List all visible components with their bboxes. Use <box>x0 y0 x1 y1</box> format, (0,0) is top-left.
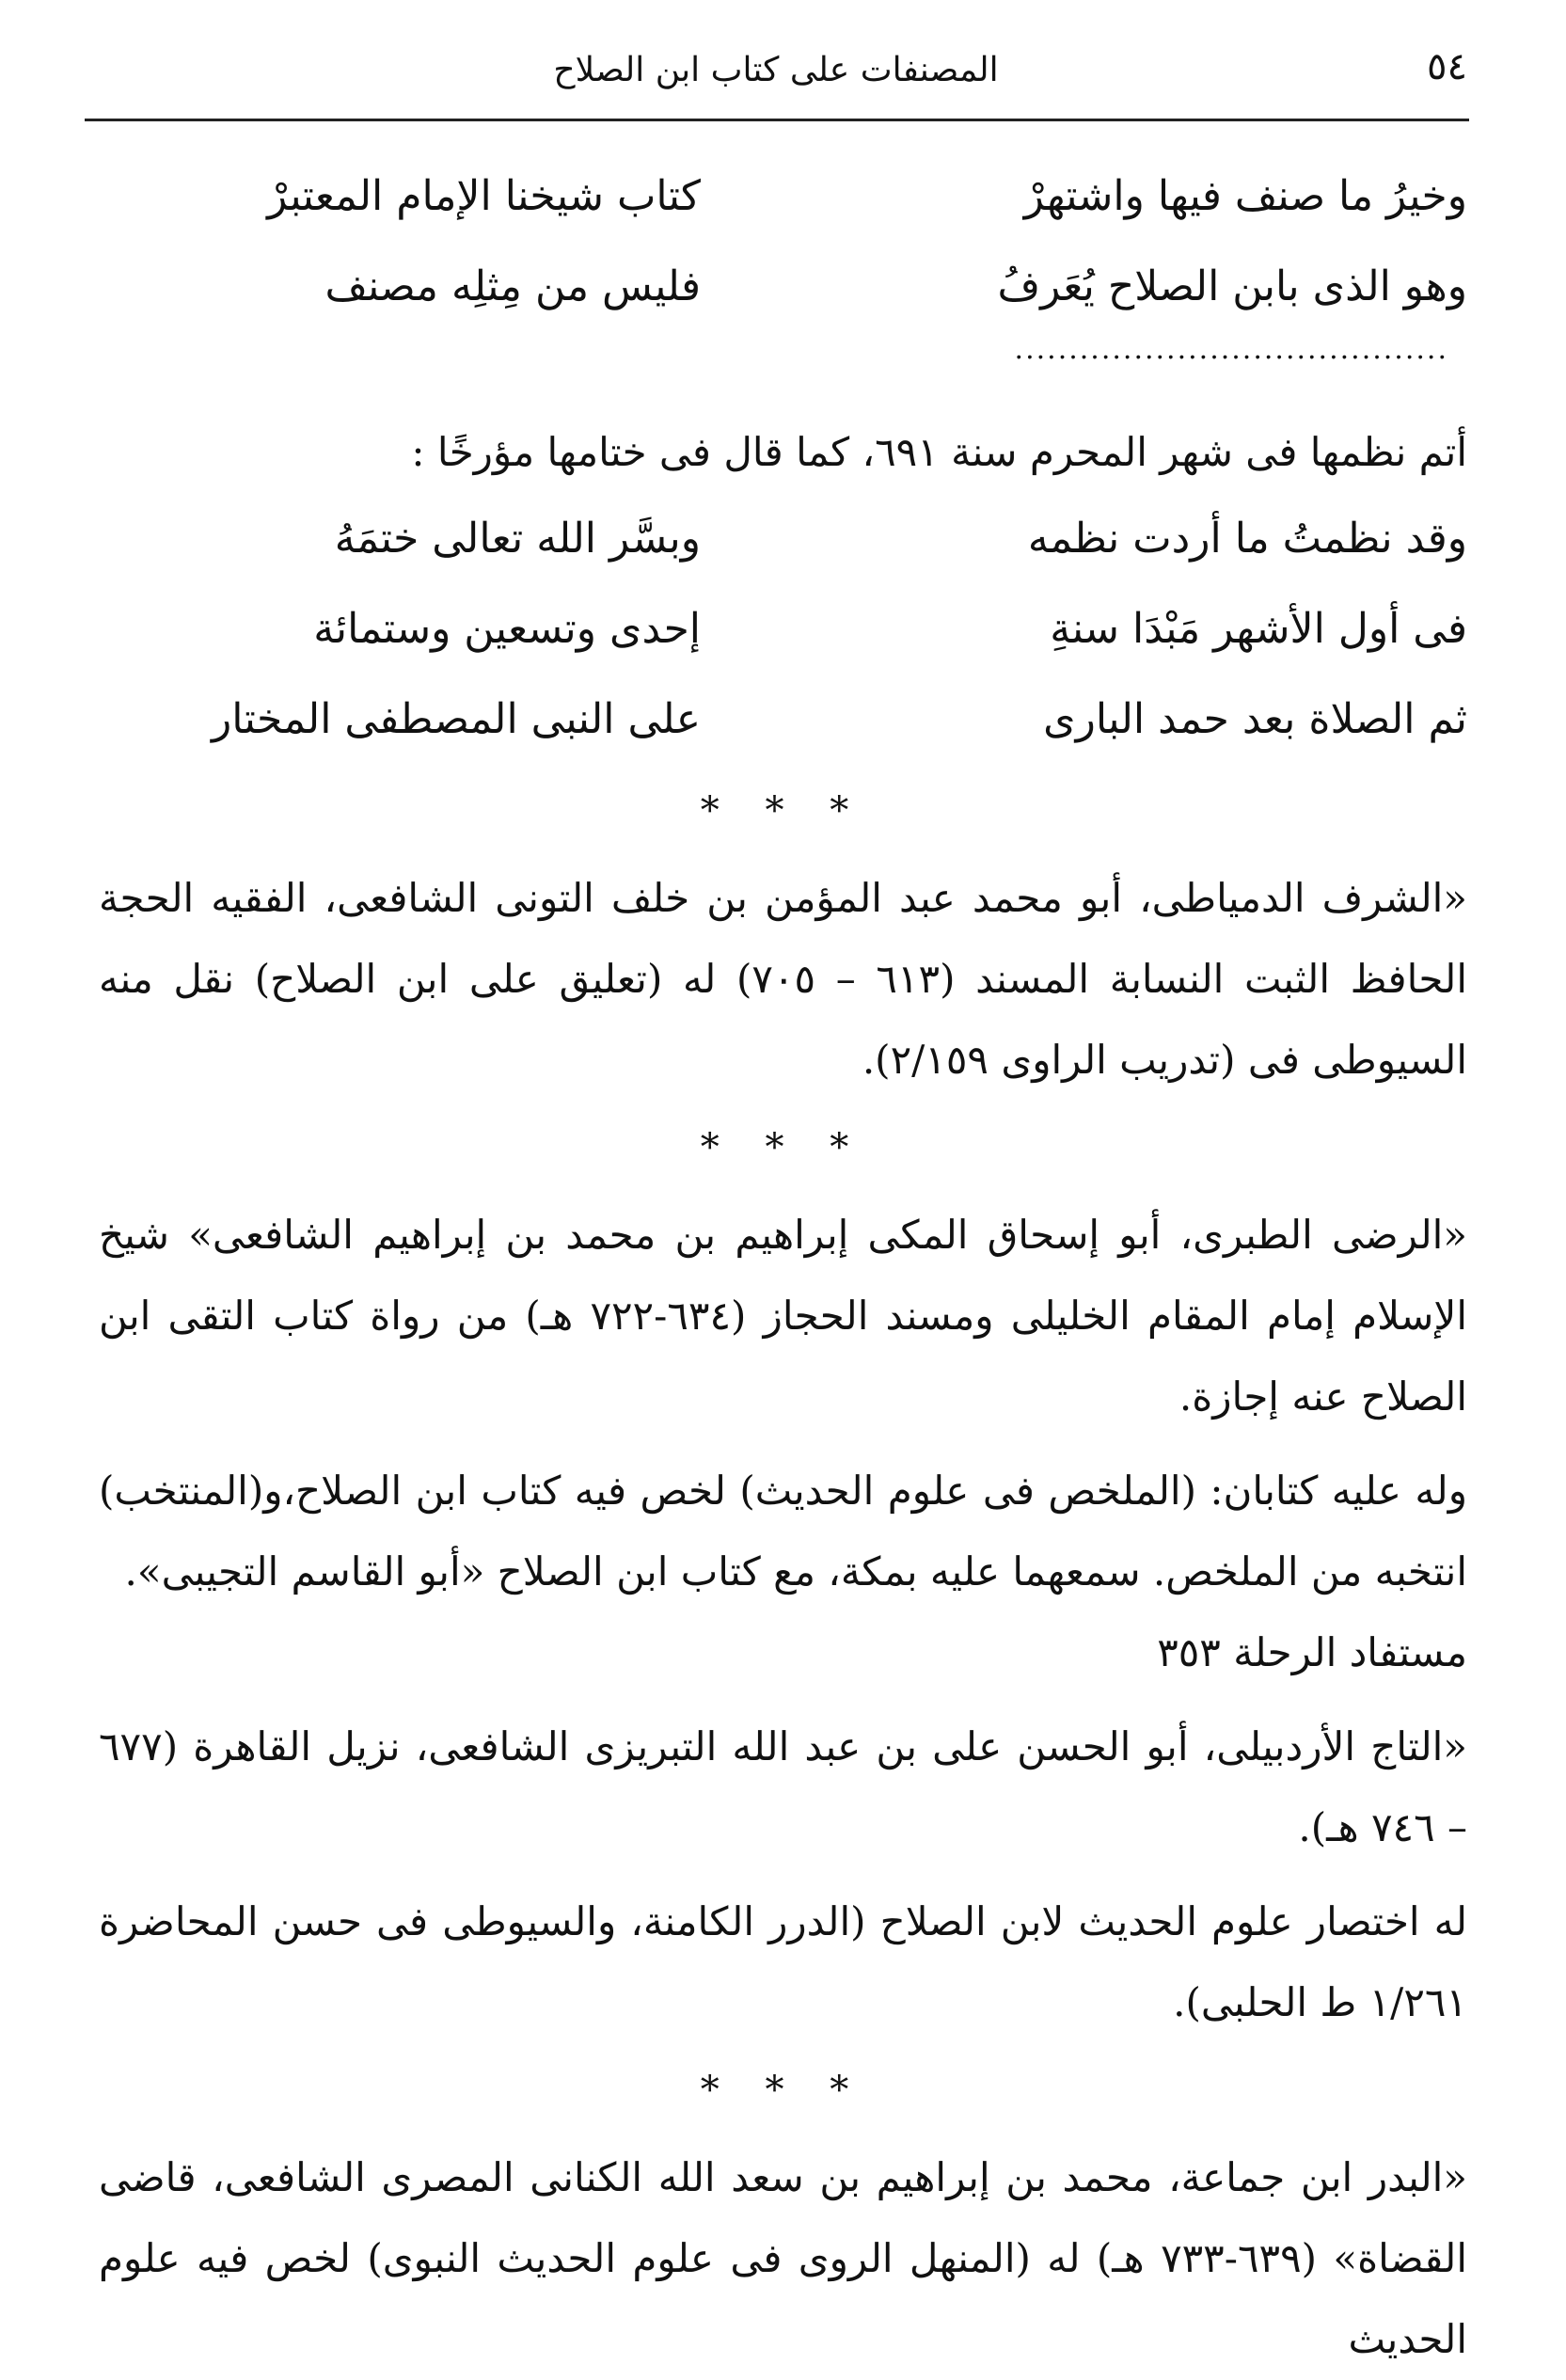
intro-line: أتم نظمها فى شهر المحرم سنة ٦٩١، كما قال فى ختامها مؤرخًا : <box>411 429 1467 475</box>
verse-first-hemistich: فى أول الأشهر مَبْدَا سنةِ <box>1050 604 1467 653</box>
spacer <box>99 1437 1467 1451</box>
verse-line <box>99 583 1467 674</box>
running-title: المصنفات على كتاب ابن الصلاح <box>553 51 999 89</box>
ellipsis-dots: ........................................ <box>1014 333 1448 366</box>
section-separator: * * * <box>700 1126 866 1169</box>
entry-paragraph: له اختصار علوم الحديث لابن الصلاح (الدرر الكامنة، والسيوطى فى حسن المحاضرة ١/٢٦١ ط الحلبى). <box>99 1898 1467 2025</box>
verse-first-hemistich: وهو الذى بابن الصلاح يُعَرفُ <box>997 262 1467 310</box>
entry-paragraph: «البدر ابن جماعة، محمد بن إبراهيم بن سعد الله الكنانى المصرى الشافعى، قاضى القضاة» (٦٣٩-٧٣٣ هـ) له (المنهل الروى فى علوم الحديث النبوى) لخص فيه علوم الحديث <box>99 2154 1467 2362</box>
page-content <box>99 151 1467 2380</box>
entry-paragraph: «الرضى الطبرى، أبو إسحاق المكى إبراهيم بن محمد بن إبراهيم الشافعى» شيخ الإسلام إمام المقام الخليلى ومسند الحجاز (٦٣٤-٧٢٢ هـ) من رواة كتاب التقى ابن الصلاح عنه إجازة. <box>99 1212 1467 1420</box>
verse-line <box>99 151 1467 241</box>
verse-second-hemistich: وبسَّر الله تعالى ختمَهُ <box>334 514 701 563</box>
source-reference: مستفاد الرحلة ٣٥٣ <box>1157 1629 1467 1675</box>
section-separator: * * * <box>700 2069 866 2112</box>
spacer <box>99 384 1467 412</box>
page-number: ٥٤ <box>1427 45 1467 88</box>
spacer <box>99 1693 1467 1706</box>
entry-paragraph: «الشرف الدمياطى، أبو محمد عبد المؤمن بن خلف التونى الشافعى، الفقيه الحجة الحافظ الثبت النسابة المسند (٦١٣ – ٧٠٥) له (تعليق على ابن الصلاح) نقل منه السيوطى فى (تدريب الراوى ٢/١٥٩). <box>99 875 1467 1083</box>
verse-first-hemistich: وخيرُ ما صنف فيها واشتهرْ <box>1023 171 1467 220</box>
verse-line <box>99 674 1467 764</box>
entry-paragraph: «التاج الأردبيلى، أبو الحسن على بن عبد الله التبريزى الشافعى، نزيل القاهرة (٦٧٧ – ٧٤٦ هـ). <box>99 1723 1467 1850</box>
verse-line <box>99 493 1467 583</box>
spacer <box>99 1868 1467 1881</box>
entry-paragraph: وله عليه كتابان: (الملخص فى علوم الحديث) لخص فيه كتاب ابن الصلاح،و(المنتخب) انتخبه من الملخص. سمعهما عليه بمكة، مع كتاب ابن الصلاح «أبو القاسم التجيبى». <box>99 1468 1467 1595</box>
verse-first-hemistich: ثم الصلاة بعد حمد البارى <box>1043 694 1467 743</box>
section-separator: * * * <box>700 789 866 833</box>
verse-second-hemistich: كتاب شيخنا الإمام المعتبرْ <box>267 171 701 220</box>
header-rule <box>85 119 1469 121</box>
verse-second-hemistich: إحدى وتسعين وستمائة <box>313 604 701 653</box>
verse-second-hemistich: فليس من مِثلِه مصنف <box>324 262 701 310</box>
page-header <box>85 38 1467 113</box>
verse-line <box>99 241 1467 331</box>
verse-first-hemistich: وقد نظمتُ ما أردت نظمه <box>1027 514 1467 563</box>
verse-second-hemistich: على النبى المصطفى المختار <box>212 694 701 743</box>
